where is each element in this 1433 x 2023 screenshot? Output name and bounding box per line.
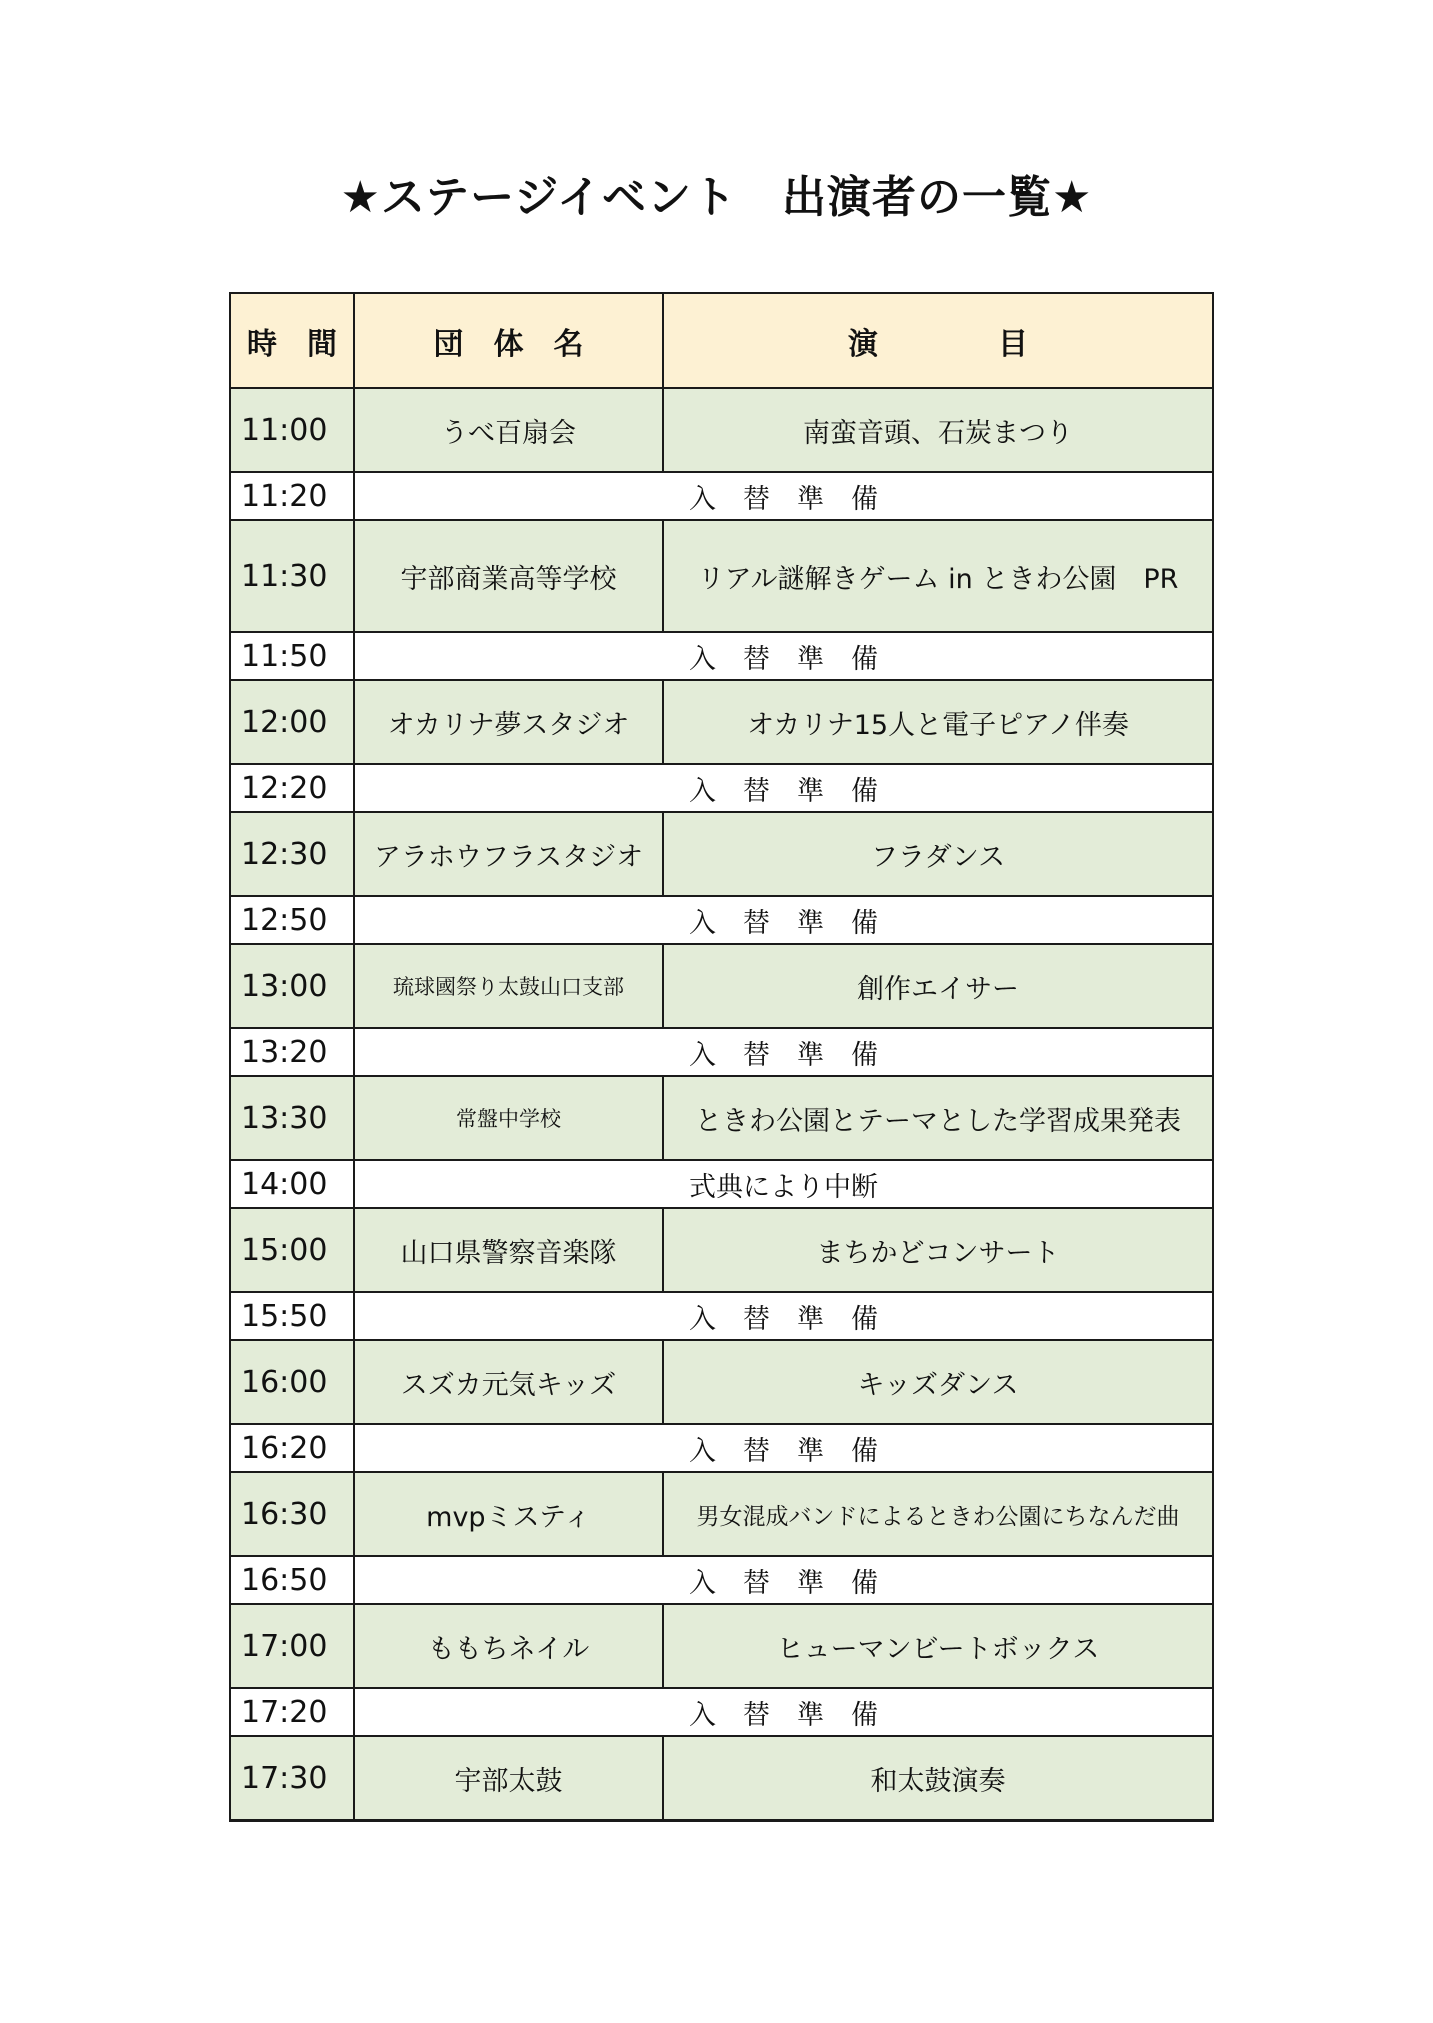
time-cell: 14:00 xyxy=(230,1160,354,1208)
performance-row xyxy=(230,812,1213,896)
break-row xyxy=(230,1688,1213,1736)
schedule-table xyxy=(229,292,1214,1822)
time-cell: 11:30 xyxy=(230,520,354,632)
break-row xyxy=(230,1556,1213,1604)
group-name-cell: mvpミスティ xyxy=(354,1472,663,1556)
performance-row xyxy=(230,944,1213,1028)
time-cell: 17:30 xyxy=(230,1736,354,1821)
group-name-cell: 琉球國祭り太鼓山口支部 xyxy=(354,944,663,1028)
break-row xyxy=(230,764,1213,812)
group-name-cell: ももちネイル xyxy=(354,1604,663,1688)
program-cell: 創作エイサー xyxy=(663,944,1213,1028)
group-name-cell: 山口県警察音楽隊 xyxy=(354,1208,663,1292)
time-cell: 13:30 xyxy=(230,1076,354,1160)
performance-row xyxy=(230,1736,1213,1821)
time-cell: 15:00 xyxy=(230,1208,354,1292)
time-cell: 12:00 xyxy=(230,680,354,764)
group-name-cell: 宇部商業高等学校 xyxy=(354,520,663,632)
group-name-cell: 宇部太鼓 xyxy=(354,1736,663,1821)
group-name-cell: 常盤中学校 xyxy=(354,1076,663,1160)
group-name-cell: アラホウフラスタジオ xyxy=(354,812,663,896)
break-row xyxy=(230,632,1213,680)
performance-row xyxy=(230,388,1213,472)
performance-row xyxy=(230,1340,1213,1424)
break-note-cell: 入 替 準 備 xyxy=(354,764,1213,812)
time-cell: 11:20 xyxy=(230,472,354,520)
break-note-cell: 入 替 準 備 xyxy=(354,1028,1213,1076)
break-row xyxy=(230,472,1213,520)
program-cell: まちかどコンサート xyxy=(663,1208,1213,1292)
program-cell: キッズダンス xyxy=(663,1340,1213,1424)
time-cell: 13:20 xyxy=(230,1028,354,1076)
program-cell: ときわ公園とテーマとした学習成果発表 xyxy=(663,1076,1213,1160)
break-note-cell: 入 替 準 備 xyxy=(354,632,1213,680)
time-cell: 12:30 xyxy=(230,812,354,896)
time-cell: 16:30 xyxy=(230,1472,354,1556)
break-note-cell: 入 替 準 備 xyxy=(354,1292,1213,1340)
time-cell: 12:20 xyxy=(230,764,354,812)
performance-row xyxy=(230,1076,1213,1160)
performance-row xyxy=(230,1208,1213,1292)
break-note-cell: 入 替 準 備 xyxy=(354,1424,1213,1472)
time-cell: 13:00 xyxy=(230,944,354,1028)
program-cell: 男女混成バンドによるときわ公園にちなんだ曲 xyxy=(663,1472,1213,1556)
time-cell: 11:00 xyxy=(230,388,354,472)
program-cell: 南蛮音頭、石炭まつり xyxy=(663,388,1213,472)
performance-row xyxy=(230,1472,1213,1556)
program-cell: 和太鼓演奏 xyxy=(663,1736,1213,1821)
break-row xyxy=(230,896,1213,944)
group-name-cell: うべ百扇会 xyxy=(354,388,663,472)
group-name-cell: スズカ元気キッズ xyxy=(354,1340,663,1424)
time-cell: 16:00 xyxy=(230,1340,354,1424)
time-cell: 11:50 xyxy=(230,632,354,680)
break-note-cell: 入 替 準 備 xyxy=(354,472,1213,520)
break-note-cell: 入 替 準 備 xyxy=(354,1688,1213,1736)
time-cell: 12:50 xyxy=(230,896,354,944)
performance-row xyxy=(230,1604,1213,1688)
program-cell: ヒューマンビートボックス xyxy=(663,1604,1213,1688)
group-name-cell: オカリナ夢スタジオ xyxy=(354,680,663,764)
header-program: 演 目 xyxy=(663,293,1213,388)
performance-row xyxy=(230,680,1213,764)
header-row xyxy=(230,293,1213,388)
break-note-cell: 入 替 準 備 xyxy=(354,896,1213,944)
time-cell: 15:50 xyxy=(230,1292,354,1340)
break-row xyxy=(230,1160,1213,1208)
time-cell: 16:50 xyxy=(230,1556,354,1604)
time-cell: 16:20 xyxy=(230,1424,354,1472)
break-row xyxy=(230,1028,1213,1076)
break-row xyxy=(230,1292,1213,1340)
header-time: 時 間 xyxy=(230,293,354,388)
time-cell: 17:20 xyxy=(230,1688,354,1736)
page-title: ★ステージイベント 出演者の一覧★ xyxy=(340,172,1093,223)
header-group: 団 体 名 xyxy=(354,293,663,388)
time-cell: 17:00 xyxy=(230,1604,354,1688)
break-note-cell: 式典により中断 xyxy=(354,1160,1213,1208)
program-cell: リアル謎解きゲーム in ときわ公園 PR xyxy=(663,520,1213,632)
break-row xyxy=(230,1424,1213,1472)
schedule-body xyxy=(230,388,1213,1821)
program-cell: フラダンス xyxy=(663,812,1213,896)
program-cell: オカリナ15人と電子ピアノ伴奏 xyxy=(663,680,1213,764)
break-note-cell: 入 替 準 備 xyxy=(354,1556,1213,1604)
performance-row xyxy=(230,520,1213,632)
